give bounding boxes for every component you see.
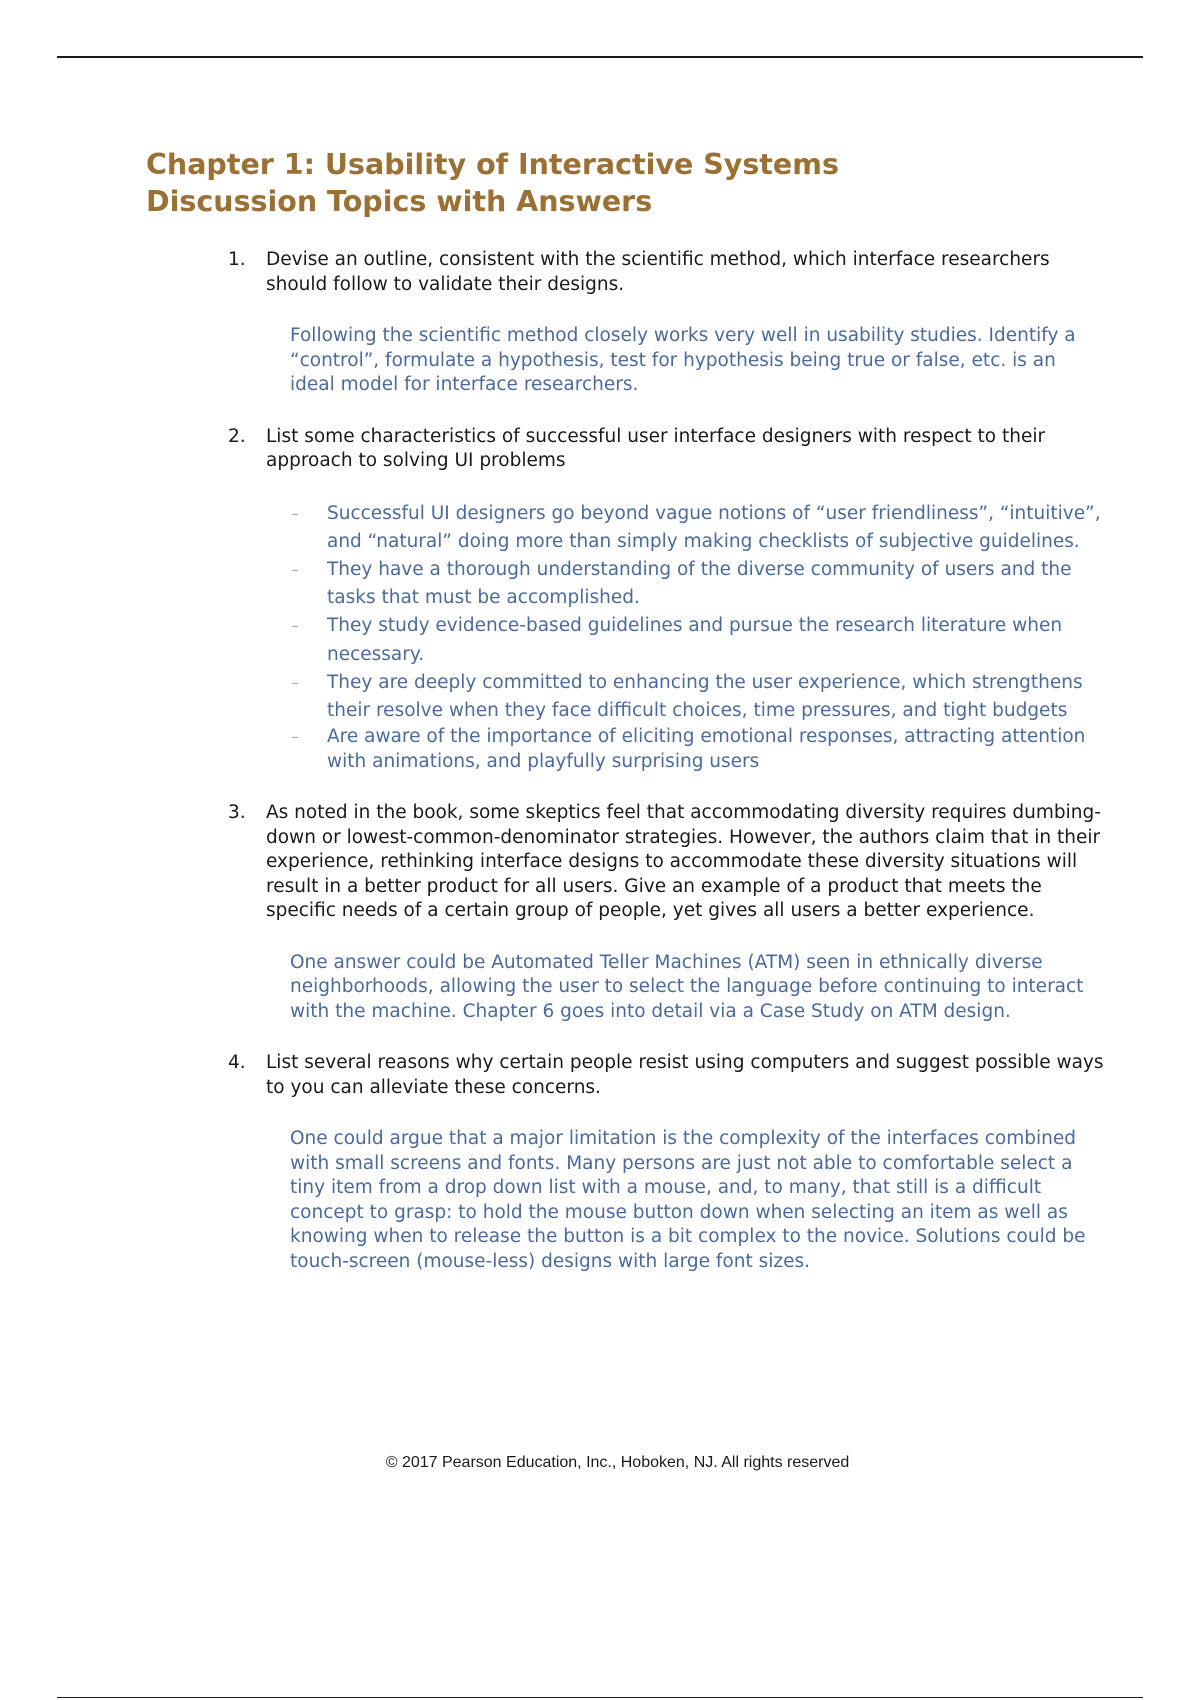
answer-bullet	[291, 612, 1106, 668]
question-number: 2.	[228, 425, 246, 447]
answer-bullet	[291, 556, 1106, 612]
question-text: List some characteristics of successful user interface designers with respect to their approach to solving UI problems	[266, 425, 1046, 471]
dash-bullet-icon: –	[291, 616, 299, 636]
answer-text: One answer could be Automated Teller Machines (ATM) seen in ethnically diverse neighborhoods, allowing the user to select the language before continuing to interact with the machine. Chapter 6 goes into detail via a Case Study on ATM design.	[290, 951, 1084, 1022]
answer-bullet-text: They are deeply committed to enhancing the user experience, which strengthens their resolve when they face difficult choices, time pressures, and tight budgets	[327, 671, 1083, 721]
copyright-footer: © 2017 Pearson Education, Inc., Hoboken, NJ. All rights reserved	[385, 1454, 850, 1471]
spacer	[266, 1024, 1106, 1051]
question-text: Devise an outline, consistent with the scientific method, which interface researchers should follow to validate their designs.	[266, 249, 1050, 295]
top-rule	[57, 56, 1143, 58]
answer-bullet	[291, 725, 1106, 774]
page-title	[146, 146, 1106, 220]
bottom-rule	[57, 1697, 1143, 1698]
dash-bullet-icon: –	[291, 672, 299, 692]
question-text: List several reasons why certain people resist using computers and suggest possible ways to you can alleviate these concerns.	[266, 1052, 1104, 1098]
answer-bullet-text: Are aware of the importance of eliciting emotional responses, attracting attention with animations, and playfully surprising users	[327, 726, 1086, 772]
answer-bullet-text: Successful UI designers go beyond vague notions of “user friendliness”, “intuitive”, and “natural” doing more than simply making checklists of subjective guidelines.	[327, 502, 1101, 552]
dash-bullet-icon: –	[291, 503, 299, 523]
answer-bullet	[291, 669, 1106, 725]
answer-text: Following the scientific method closely works very well in usability studies. Identify a “control”, formulate a hypothesis, test for hypothesis being true or false, etc. is an ideal model for interface researchers.	[290, 325, 1076, 395]
question-number: 3.	[228, 802, 246, 824]
question-text: As noted in the book, some skeptics feel that accommodating diversity requires dumbing-down or lowest-common-denominator strategies. However, the authors claim that in their experience, rethinking interface designs to accommodate these diversity situations will result in a better product for all users. Give an example of a product that meets the specific needs of a certain group of people, yet gives all users a better experience.	[266, 802, 1101, 922]
answer-bullet-text: They study evidence-based guidelines and pursue the research literature when necessary.	[327, 615, 1063, 665]
title-line-2: Discussion Topics with Answers	[146, 185, 653, 218]
spacer	[266, 774, 1106, 801]
dash-bullet-icon: –	[291, 727, 299, 747]
answer-text: One could argue that a major limitation is the complexity of the interfaces combined with small screens and fonts. Many persons are just not able to comfortable select a tiny item from a drop down list with a mouse, and, to many, that still is a difficult concept to grasp: to hold the mouse button down when selecting an item as well as knowing when to release the button is a bit complex to the novice. Solutions could be touch-screen (mouse-less) designs with large font sizes.	[290, 1128, 1086, 1272]
answer-bullet-text: They have a thorough understanding of the diverse community of users and the tasks that must be accomplished.	[327, 558, 1072, 609]
title-line-1: Chapter 1: Usability of Interactive Systems	[146, 148, 839, 181]
question-list	[146, 248, 1106, 1274]
question-item-4	[228, 1051, 1106, 1274]
question-item-1	[228, 248, 1106, 398]
question-item-2	[228, 425, 1106, 775]
page-content	[146, 146, 1106, 1274]
answer-bullet	[291, 500, 1106, 556]
dash-bullet-icon: –	[291, 559, 299, 579]
question-number: 1.	[228, 249, 246, 270]
answer-bullet-list	[290, 500, 1106, 775]
spacer	[266, 398, 1106, 425]
question-item-3	[228, 801, 1106, 1024]
question-number: 4.	[228, 1052, 246, 1074]
